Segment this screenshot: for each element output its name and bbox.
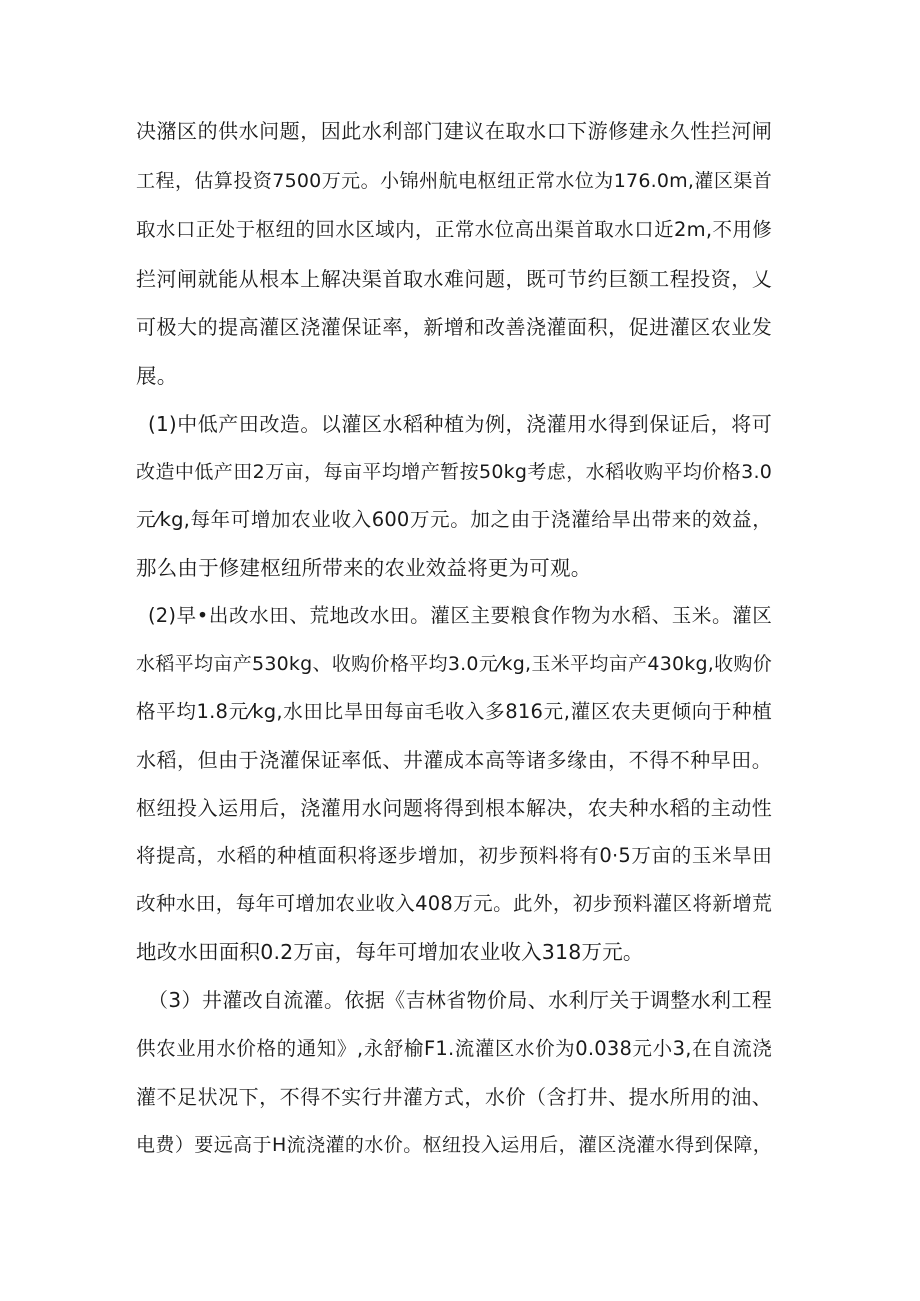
text-line: 将提高，水稻的种植面积将逐步增加，初步预料将有0·5万亩的玉米旱田 <box>136 844 772 867</box>
text-line: 那么由于修建枢纽所带来的农业效益将更为可观。 <box>136 556 592 580</box>
text-line: 展。 <box>136 364 178 388</box>
text-line: (1)中低产田改造。以灌区水稻种植为例，浇灌用水得到保证后，将可 <box>148 412 772 436</box>
text-line: 工程，估算投资7500万元。小锦州航电枢纽正常水位为176.0m,灌区渠首 <box>136 170 772 192</box>
text-line: 拦河闸就能从根本上解决渠首取水难问题，既可节约巨额工程投资，乂 <box>136 267 772 291</box>
text-line: 电费）要远高于H流浇灌的水价。枢纽投入运用后，灌区浇灌水得到保障， <box>136 1134 772 1156</box>
text-line: 水稻，但由于浇灌保证率低、井灌成本高等诸多缘由，不得不种早田。 <box>136 748 772 772</box>
text-line: （3）井灌改自流灌。依据《吉林省物价局、水利厅关于调整水利工程 <box>148 988 772 1012</box>
text-line: 供农业用水价格的通知》,永舒榆F1.流灌区水价为0.038元小3,在自流浇 <box>136 1037 772 1060</box>
text-line: 地改水田面积0.2万亩，每年可增加农业收入318万元。 <box>136 940 644 964</box>
text-line: (2)早•出改水田、荒地改水田。灌区主要粮食作物为水稻、玉米。灌区 <box>148 604 772 627</box>
text-line: 格平均1.8元⁄kg,水田比旱田每亩毛收入多816元,灌区农夫更倾向于种植 <box>136 700 772 723</box>
text-line: 灌不足状况下，不得不实行井灌方式，水价（含打井、提水所用的油、 <box>136 1085 772 1109</box>
text-line: 水稻平均亩产530kg、收购价格平均3.0元⁄kg,玉米平均亩产430kg,收购价 <box>136 653 772 675</box>
text-line: 改造中低产田2万亩，每亩平均增产暂按50kg考虑，水稻收购平均价格3.0 <box>136 461 772 483</box>
text-line: 取水口正处于枢纽的回水区域内，正常水位高出渠首取水口近2m,不用修 <box>136 218 772 241</box>
text-line: 决潴区的供水问题，因此水利部门建议在取水口下游修建永久性拦河闸 <box>136 119 772 143</box>
text-line: 元⁄kg,每年可增加农业收入600万元。加之由于浇灌给旱出带来的效益， <box>136 508 772 531</box>
text-line: 枢纽投入运用后，浇灌用水问题将得到根本解决，农夫种水稻的主动性 <box>136 796 772 820</box>
text-line: 可极大的提高灌区浇灌保证率，新增和改善浇灌面积，促进灌区农业发 <box>136 315 772 339</box>
text-line: 改种水田，每年可增加农业收入408万元。此外，初步预料灌区将新增荒 <box>136 892 772 915</box>
